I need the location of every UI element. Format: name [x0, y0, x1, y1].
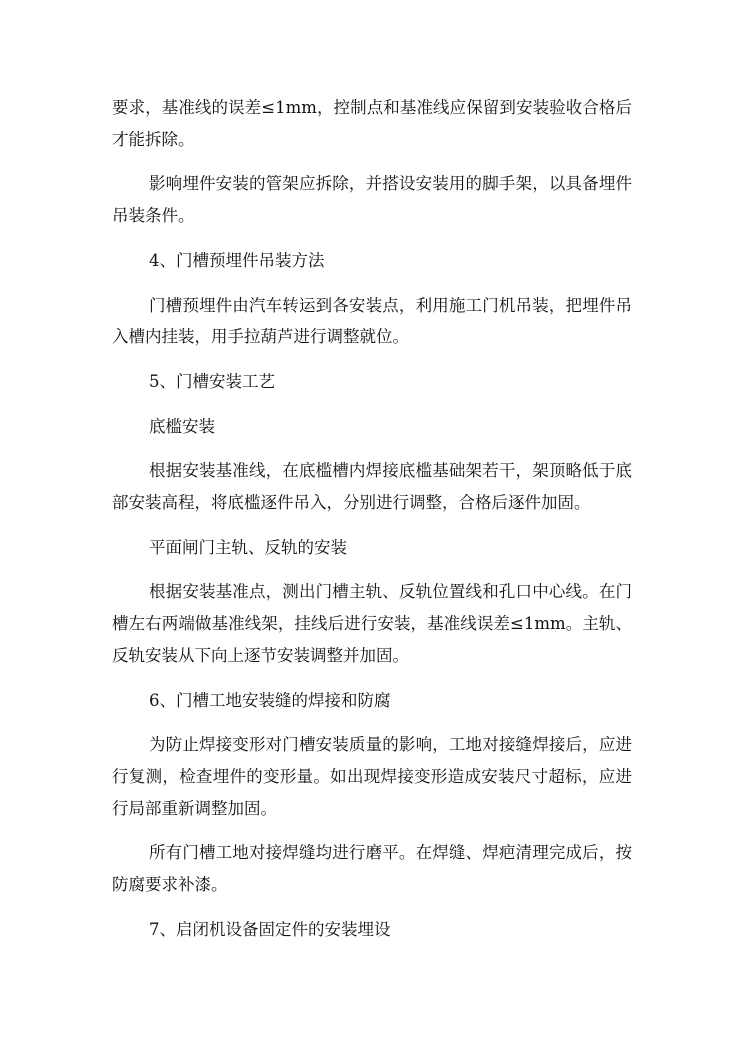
section-heading-4: 4、门槽预埋件吊装方法 [149, 250, 325, 270]
paragraph-sill: 根据安装基准线，在底槛槽内焊接底槛基础架若干，架顶略低于底部安装高程，将底槛逐件吊入，分别进行调整，合格后逐件加固。 [112, 461, 632, 513]
paragraph-scaffold: 影响埋件安装的管架应拆除，并搭设安装用的脚手架，以具备埋件吊装条件。 [112, 174, 632, 226]
subheading-sill: 底槛安装 [149, 416, 215, 436]
paragraph-grinding: 所有门槽工地对接焊缝均进行磨平。在焊缝、焊疤清理完成后，按防腐要求补漆。 [112, 843, 632, 895]
paragraph-continued: 要求，基准线的误差≤1mm，控制点和基准线应保留到安装验收合格后才能拆除。 [112, 98, 632, 149]
section-heading-5: 5、门槽安装工艺 [149, 371, 275, 391]
paragraph-rails: 根据安装基准点，测出门槽主轨、反轨位置线和孔口中心线。在门槽左右两端做基准线架，挂线后进行安装，基准线误差≤1mm。主轨、反轨安装从下向上逐节安装调整并加固。 [112, 582, 632, 665]
section-heading-6: 6、门槽工地安装缝的焊接和防腐 [149, 690, 391, 710]
paragraph-welding: 为防止焊接变形对门槽安装质量的影响，工地对接缝焊接后，应进行复测，检查埋件的变形量。如出现焊接变形造成安装尺寸超标，应进行局部重新调整加固。 [112, 735, 632, 818]
section-heading-7: 7、启闭机设备固定件的安装埋设 [149, 919, 391, 939]
paragraph-hoisting: 门槽预埋件由汽车转运到各安装点，利用施工门机吊装，把埋件吊入槽内挂装，用手拉葫芦进行调整就位。 [112, 295, 632, 347]
subheading-rails: 平面闸门主轨、反轨的安装 [149, 537, 347, 557]
document-body [112, 92, 632, 945]
